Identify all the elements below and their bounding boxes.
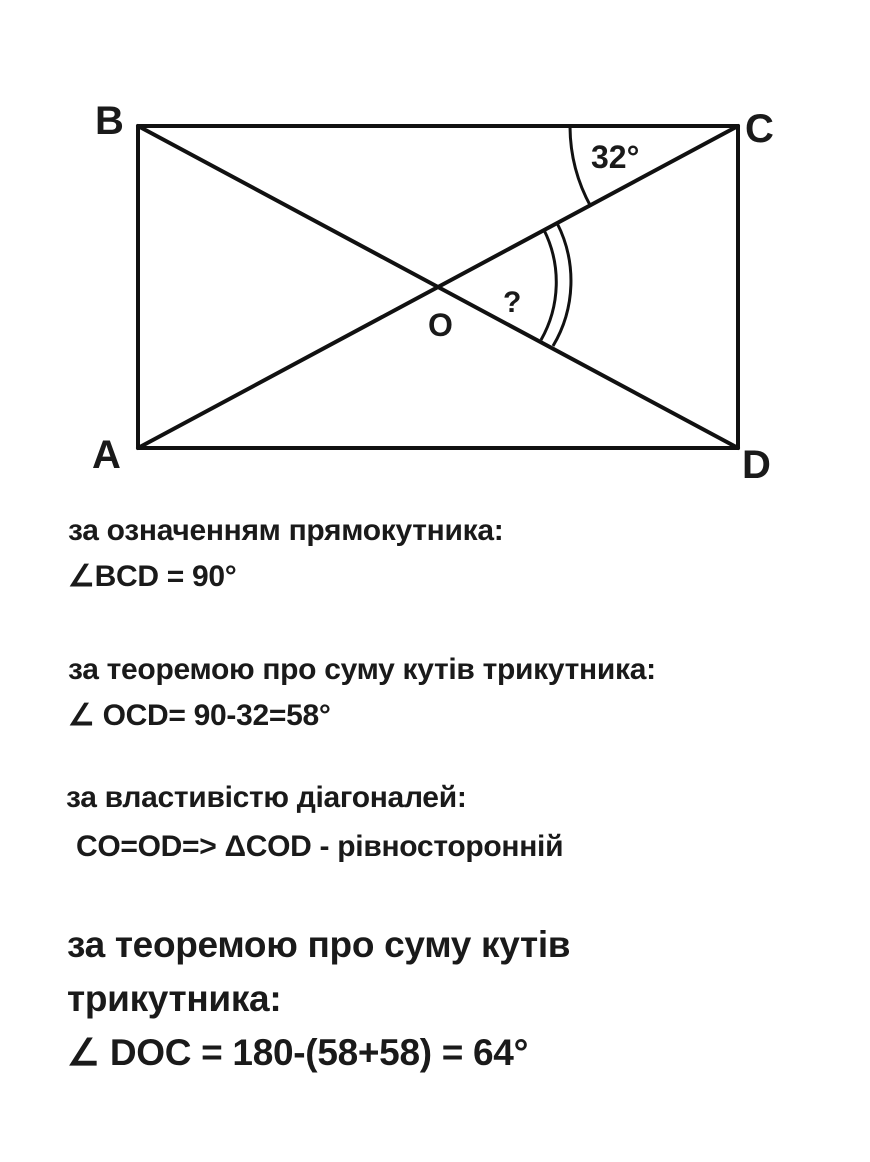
step-equation: ∠BCD = 90° — [68, 560, 237, 593]
angle-arc-unknown-inner — [541, 230, 556, 340]
solution-step-definition — [0, 508, 870, 600]
rectangle-diagram — [0, 0, 870, 500]
step-heading: за теоремою про суму кутів — [67, 924, 571, 965]
vertex-label-a: A — [92, 433, 121, 477]
step-heading: за означенням прямокутника: — [68, 514, 504, 547]
vertex-label-d: D — [742, 443, 771, 487]
solution-step-final — [0, 918, 870, 1080]
angle-arc-32 — [570, 126, 591, 207]
step-heading: за властивістю діагоналей: — [66, 781, 467, 814]
solution-step-triangle-sum — [0, 647, 870, 739]
vertex-label-o: O — [428, 307, 453, 343]
angle-label-32: 32° — [591, 139, 640, 175]
step-heading: за теоремою про суму кутів трикутника: — [68, 653, 656, 686]
vertex-label-b: B — [95, 99, 124, 143]
step-equation: CO=OD=> ΔCOD - рівносторонній — [76, 830, 564, 863]
vertex-label-c: C — [745, 107, 774, 151]
angle-label-unknown: ? — [503, 286, 522, 319]
step-equation: ∠ OCD= 90-32=58° — [68, 699, 331, 732]
solution-step-diagonals — [0, 773, 870, 871]
step-equation: ∠ DOC = 180-(58+58) = 64° — [67, 1032, 529, 1073]
step-heading-continued: трикутника: — [67, 978, 282, 1019]
